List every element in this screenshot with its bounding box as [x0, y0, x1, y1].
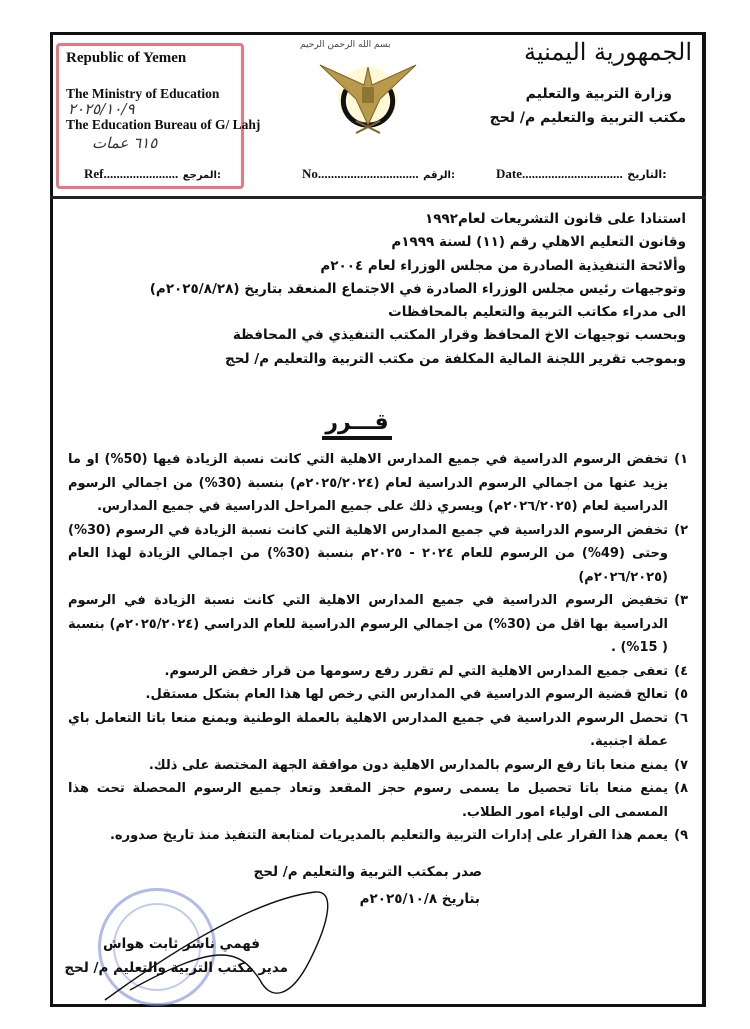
- header-bureau-en: The Education Bureau of G/ Lahj: [66, 117, 261, 132]
- received-stamp-number: ٦١٥ عمات: [92, 134, 158, 152]
- issued-date: بتاريخ ٢٠٢٥/١٠/٨م: [359, 891, 480, 907]
- item-number: ٩): [674, 828, 688, 843]
- decision-items: [68, 448, 688, 848]
- header-bureau-ar: مكتب التربية والتعليم م/ لحج: [489, 110, 686, 126]
- item-number: ٢): [674, 522, 688, 538]
- preamble-line: وقانون التعليم الاهلي رقم (١١) لسنة ١٩٩٩م: [391, 234, 686, 251]
- no-label-ar: الرقم:: [423, 170, 455, 181]
- no-label-en: No...............................: [302, 166, 419, 181]
- yemen-eagle-emblem: [318, 55, 418, 135]
- preamble-line: وبحسب توجيهات الاخ المحافظ وقرار المكتب التنفيذي في المحافظة: [232, 327, 686, 344]
- decision-item: [68, 589, 688, 660]
- header-country-ar: الجمهورية اليمنية: [523, 38, 692, 66]
- item-number: ٧): [674, 757, 688, 773]
- header-ministry-ar: وزارة التربية والتعليم: [525, 86, 672, 102]
- item-number: ٨): [674, 781, 688, 796]
- item-text: يعمم هذا القرار على إدارات التربية والتعليم بالمديريات لمتابعة التنفيذ منذ تاريخ صدوره.: [109, 828, 668, 843]
- signatory-name: فهمي ناشر ثابت هواش: [103, 936, 260, 952]
- signatory-title: مدير مكتب التربية والتعليم م/ لحج: [64, 960, 288, 976]
- item-text: تعالج قضية الرسوم الدراسية في المدارس التي رخص لها هذا العام بشكل مستقل.: [145, 687, 668, 702]
- item-text: تخفض الرسوم الدراسية في جميع المدارس الاهلية التي كانت نسبة الزيادة في الرسوم (30%) وحتى (49%) من الرسوم للعام ٢٠٢٤ - ٢٠٢٥م بنسبة (30%) من اجمالي الزيادة لهذا العام (٢٠٢٦/٢٠٢٥م): [68, 522, 668, 585]
- header-country-en: Republic of Yemen: [66, 50, 187, 66]
- item-number: ٥): [674, 687, 688, 702]
- preamble-line: الى مدراء مكاتب التربية والتعليم بالمحافظات: [388, 304, 686, 321]
- header-ministry-en: The Ministry of Education: [66, 86, 220, 101]
- decision-item: [68, 754, 688, 778]
- item-text: تخفيض الرسوم الدراسية في جميع المدارس الاهلية التي كانت نسبة الزيادة في الرسوم الدراسية بها اقل من (30%) من اجمالي الرسوم الدراسية للعام الدراسي (٢٠٢٥/٢٠٢٤م) بنسبة ( 15%) .: [68, 593, 668, 655]
- received-stamp-date: ٢٠٢٥/١٠/٩: [68, 100, 135, 118]
- decision-item: [68, 683, 688, 707]
- decision-item: [68, 660, 688, 684]
- ref-field: [84, 166, 221, 182]
- issued-at: صدر بمكتب التربية والتعليم م/ لحج: [253, 864, 482, 880]
- item-number: ٣): [674, 593, 688, 608]
- preamble-line: وألائحة التنفيذية الصادرة من مجلس الوزراء لعام ٢٠٠٤م: [320, 257, 686, 274]
- preamble-line: وتوجيهات رئيس مجلس الوزراء الصادرة في الاجتماع المنعقد بتاريخ (٢٠٢٥/٨/٢٨م): [149, 280, 686, 297]
- item-number: ١): [674, 452, 688, 467]
- item-number: ٦): [674, 710, 688, 726]
- date-label-ar: التاريخ:: [627, 168, 667, 181]
- item-text: تعفى جميع المدارس الاهلية التي لم تقرر رفع رسومها من قرار خفض الرسوم.: [164, 663, 668, 679]
- date-label-en: Date...............................: [496, 166, 623, 181]
- preamble: [149, 208, 686, 371]
- decision-item: [68, 777, 688, 824]
- handwritten-signature: [100, 880, 340, 1010]
- decision-item: [68, 448, 688, 519]
- header-divider: [50, 196, 706, 199]
- item-text: تحصل الرسوم الدراسية في جميع المدارس الاهلية بالعملة الوطنية ويمنع منعا باتا التعامل باي عملة اجنبية.: [68, 710, 668, 749]
- date-field: [496, 166, 667, 182]
- decision-item: [68, 707, 688, 754]
- item-text: يمنع منعا باتا تحصيل ما يسمى رسوم حجز المقعد وتعاد جميع الرسوم المحصلة تحت هذا المسمى الى اولياء امور الطلاب.: [68, 781, 668, 820]
- ref-label-en: Ref.......................: [84, 166, 179, 181]
- item-text: يمنع منعا باتا رفع الرسوم بالمدارس الاهلية دون موافقة الجهة المختصة على ذلك.: [148, 757, 668, 773]
- preamble-line: وبموجب تقرير اللجنة المالية المكلفة من مكتب التربية والتعليم م/ لحج: [225, 350, 686, 367]
- item-text: تخفض الرسوم الدراسية في جميع المدارس الاهلية التي كانت نسبة الزيادة فيها (50%) او ما يزيد عنها من اجمالي الرسوم الدراسية لعام (٢٠٢٥/٢٠٢٤م) بنسبة (30%) من اجمالي الرسوم الدراسية لعام (٢٠٢٦/٢٠٢٥م) ويسري ذلك على جميع المراحل الدراسية في جميع المدارس.: [68, 452, 668, 514]
- number-field: [302, 166, 455, 182]
- basmala: بسم الله الرحمن الرحيم: [300, 40, 391, 50]
- item-number: ٤): [674, 663, 688, 679]
- ref-label-ar: المرجع:: [182, 170, 221, 181]
- decision-item: [68, 519, 688, 590]
- preamble-line: استنادا على قانون التشريعات لعام١٩٩٢: [425, 211, 686, 227]
- decision-item: [68, 824, 688, 848]
- decision-title: قـــرر: [322, 410, 392, 440]
